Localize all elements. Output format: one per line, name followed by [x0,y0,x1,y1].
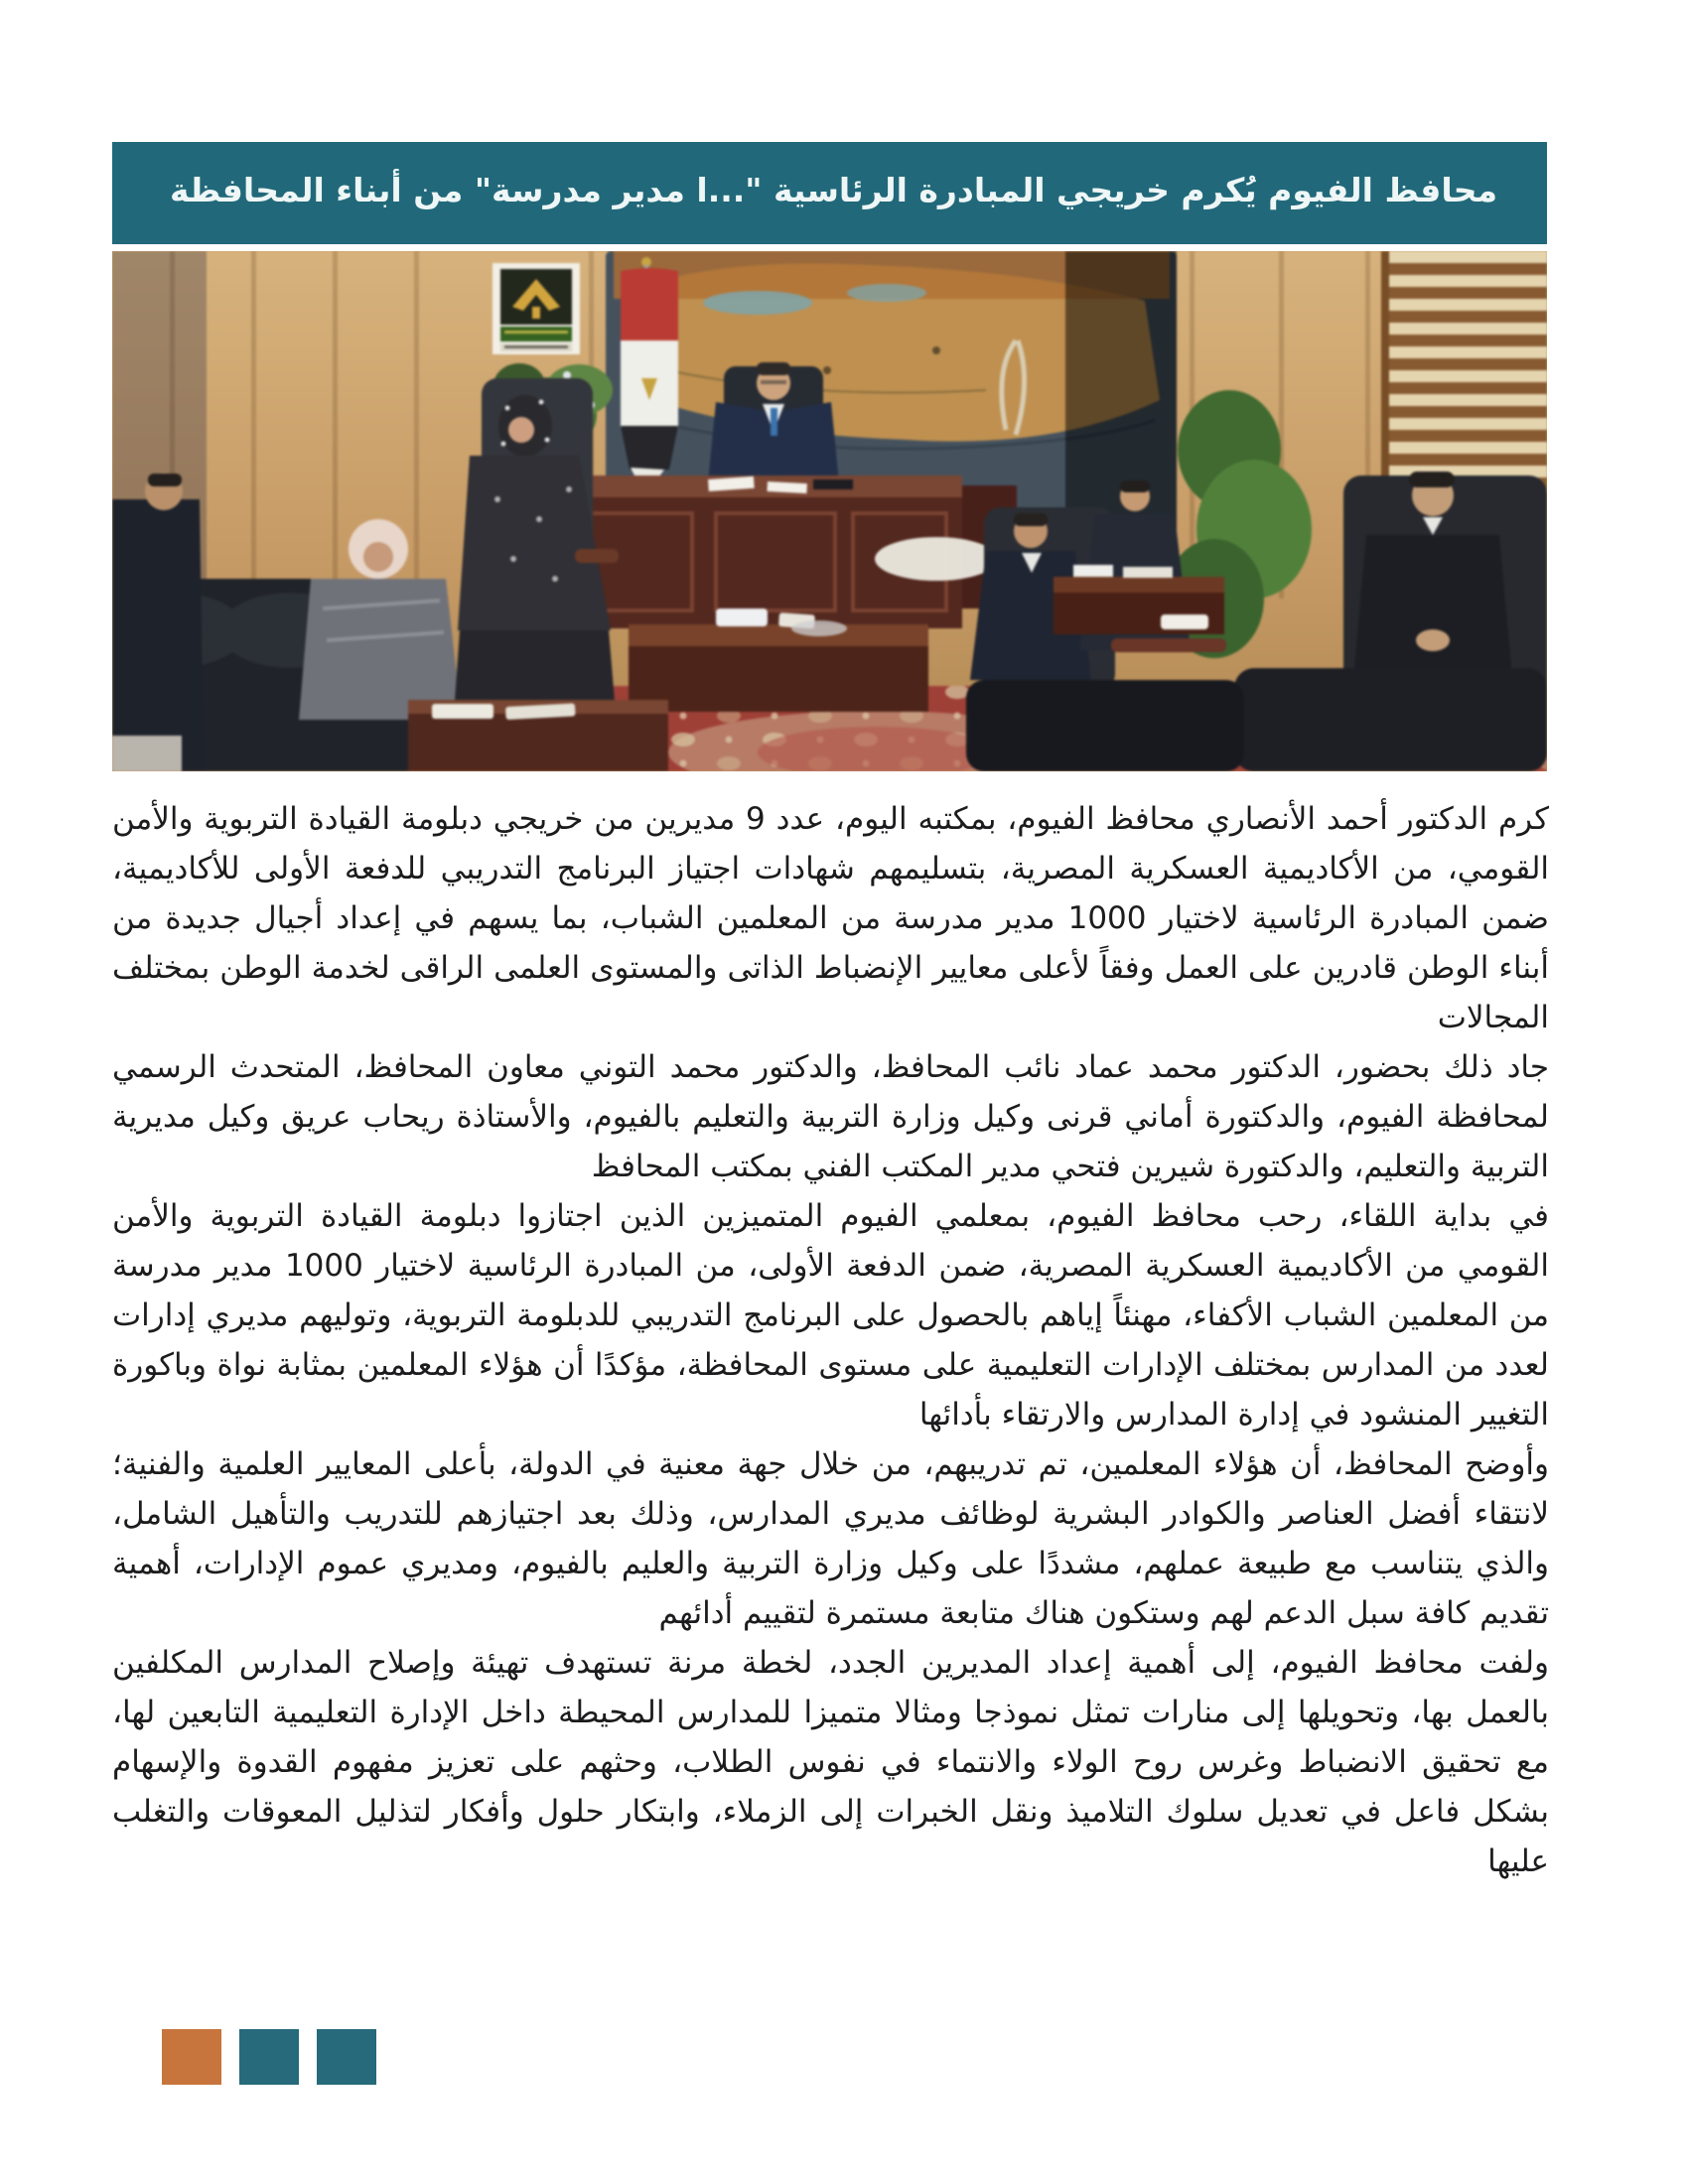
meeting-photo-graphic [112,251,1547,771]
footer-color-squares [162,2029,376,2085]
article-body [112,794,1549,1886]
paragraph-1: كرم الدكتور أحمد الأنصاري محافظ الفيوم، بمكتبه اليوم، عدد 9 مديرين من خريجي دبلومة القيادة التربوية والأمن القومي، من الأكاديمية العسكرية المصرية، بتسليمهم شهادات اجتياز البرنامج التدريبي للدفعة الأولى للأكاديمية، ضمن المبادرة الرئاسية لاختيار 1000 مدير مدرسة من المعلمين الشباب، بما يسهم في إعداد أجيال جديدة من أبناء الوطن قادرين على العمل وفقاً لأعلى معايير الإنضباط الذاتى والمستوى العلمى الراقى لخدمة الوطن بمختلف المجالات [112,801,1549,1035]
crest-plaque [492,263,580,354]
meeting-photo [112,251,1547,771]
left-coffee-table [408,700,668,771]
teal-square-1 [317,2029,376,2085]
clasped-hands [1416,629,1450,651]
tissue-box [1161,614,1208,629]
governor-figure [708,362,839,481]
title-banner [112,142,1547,244]
paragraph-2: جاد ذلك بحضور، الدكتور محمد عماد نائب المحافظ، والدكتور محمد التوني معاون المحافظ، المتحدث الرسمي لمحافظة الفيوم، والدكتورة أماني قرنى وكيل وزارة التربية والتعليم بالفيوم، والأستاذة ريحاب عريق وكيل مديرية التربية والتعليم، والدكتورة شيرين فتحي مدير المكتب الفني بمكتب المحافظ [112,1049,1549,1184]
flag-red-band [621,268,678,342]
paragraph-4: وأوضح المحافظ، أن هؤلاء المعلمين، تم تدريبهم، من خلال جهة معنية في الدولة، بأعلى المعايير العلمية والفنية؛ لانتقاء أفضل العناصر والكوادر البشرية لوظائف مديري المدارس، وذلك بعد اجتيازهم للتدريب والتأهيل الشامل، والذي يتناسب مع طبيعة عملهم، مشددًا على وكيل وزارة التربية والعليم بالفيوم، ومديري عموم الإدارات، أهمية تقديم كافة سبل الدعم لهم وستكون هناك متابعة مستمرة لتقييم أدائهم [112,1446,1549,1631]
teal-square-2 [239,2029,299,2085]
white-papers-pile [875,537,998,581]
paragraph-5: ولفت محافظ الفيوم، إلى أهمية إعداد المديرين الجدد، لخطة مرنة تستهدف تهيئة وإصلاح المدارس المكلفين بالعمل بها، وتحويلها إلى منارات تمثل نموذجا ومثالا متميزا للمدارس المحيطة داخل الإدارة التعليمية التابعين لها، مع تحقيق الانضباط وغرس روح الولاء والانتماء في نفوس الطلاب، وحثهم على تعزيز مفهوم القدوة والإسهام بشكل فاعل في تعديل سلوك التلاميذ ونقل الخبرات إلى الزملاء، وابتكار حلول وأفكار لتذليل المعوقات والتغلب عليها [112,1645,1549,1879]
page-title: محافظ الفيوم يُكرم خريجي المبادرة الرئاسية "...ا مدير مدرسة" من أبناء المحافظة [170,170,1497,209]
floor-strip [112,736,182,771]
paragraph-3: في بداية اللقاء، رحب محافظ الفيوم، بمعلمي الفيوم المتميزين الذين اجتازوا دبلومة القيادة التربوية والأمن القومي من الأكاديمية العسكرية المصرية، ضمن الدفعة الأولى، من المبادرة الرئاسية لاختيار 1000 مدير مدرسة من المعلمين الشباب الأكفاء، مهنئاً إياهم بالحصول على البرنامج التدريبي للدبلومة التربوية، وتوليهم مديري إدارات لعدد من المدارس بمختلف الإدارات التعليمية على مستوى المحافظة، مؤكدًا أن هؤلاء المعلمين بمثابة نواة وباكورة التغيير المنشود في إدارة المدارس والارتقاء بأدائها [112,1198,1549,1433]
orange-square [162,2029,221,2085]
chair-armrest [575,549,619,563]
male-guest-far-left [112,499,204,771]
flag-black-band [621,426,678,470]
wooden-armrest [1111,638,1226,652]
